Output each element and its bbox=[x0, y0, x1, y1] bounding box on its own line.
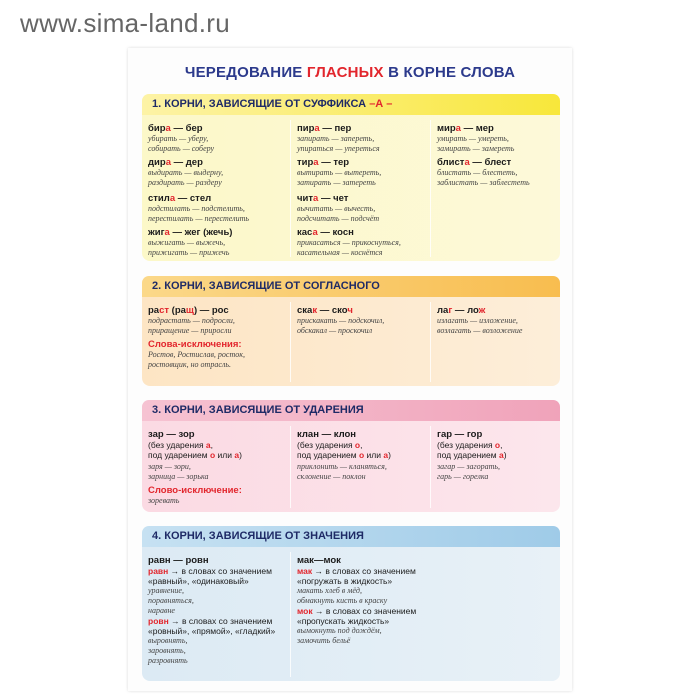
root-pair: зар — зор bbox=[148, 429, 195, 440]
example: замирать — замереть bbox=[437, 144, 515, 153]
column bbox=[142, 426, 290, 508]
title-part1: ЧЕРЕДОВАНИЕ bbox=[184, 64, 307, 81]
example: выжигать — выжечь, bbox=[148, 238, 226, 247]
example: прикасаться — прикоснуться, bbox=[297, 238, 401, 247]
root-pair: клан — клон bbox=[297, 429, 357, 440]
header-text: 4. КОРНИ, ЗАВИСЯЩИЕ ОТ ЗНАЧЕНИЯ bbox=[152, 530, 364, 542]
example: перестилать — перестелить bbox=[148, 214, 250, 223]
example: вычитать — вычесть, bbox=[297, 204, 376, 213]
example: затирать — затереть bbox=[297, 178, 376, 187]
example: раздирать — раздеру bbox=[148, 178, 222, 187]
example: блистать — блестеть, bbox=[437, 168, 518, 177]
example: заря — зори, bbox=[148, 462, 191, 471]
exception-label: Слово-исключение: bbox=[148, 485, 242, 496]
example: вытирать — вытереть, bbox=[297, 168, 382, 177]
root-pair: чита — чет bbox=[297, 193, 349, 204]
example: выдирать — выдерну, bbox=[148, 168, 224, 177]
section-header bbox=[142, 276, 560, 297]
column bbox=[142, 302, 290, 382]
header-text: 2. КОРНИ, ЗАВИСЯЩИЕ ОТ СОГЛАСНОГО bbox=[152, 280, 380, 292]
column bbox=[290, 552, 460, 677]
root-pair: скак — скоч bbox=[297, 305, 353, 316]
column bbox=[430, 302, 560, 382]
example: запирать — запереть, bbox=[297, 134, 375, 143]
example: подстилать — подстелить, bbox=[148, 204, 245, 213]
example: наравне bbox=[148, 606, 175, 615]
example: обскакал — проскочил bbox=[297, 326, 373, 335]
title-part3: В КОРНЕ СЛОВА bbox=[383, 64, 516, 81]
meaning-quote: «ровный», «прямой», «гладкий» bbox=[148, 626, 276, 636]
column bbox=[290, 426, 430, 508]
example: загар — загорать, bbox=[437, 462, 501, 471]
example: приклонить — кланяться, bbox=[297, 462, 387, 471]
note: (без ударения о, bbox=[297, 440, 363, 450]
example: зоревать bbox=[148, 496, 180, 505]
root-pair: гар — гор bbox=[437, 429, 483, 440]
header-text: 3. КОРНИ, ЗАВИСЯЩИЕ ОТ УДАРЕНИЯ bbox=[152, 404, 364, 416]
example: замочить бельё bbox=[297, 636, 351, 645]
watermark: www.sima-land.ru bbox=[20, 8, 230, 38]
column bbox=[430, 120, 560, 257]
example: заровнять, bbox=[148, 646, 186, 655]
poster bbox=[128, 48, 572, 691]
section-consonant bbox=[142, 276, 560, 386]
section-header bbox=[142, 400, 560, 421]
example: подсчитать — подсчёт bbox=[297, 214, 380, 223]
root-pair: мак—мок bbox=[297, 555, 341, 566]
section-header bbox=[142, 526, 560, 547]
example: прижигать — прижечь bbox=[148, 248, 230, 257]
section-stress bbox=[142, 400, 560, 512]
note: под ударением о или а) bbox=[148, 450, 242, 460]
note: (без ударения а, bbox=[148, 440, 214, 450]
section-suffix bbox=[142, 94, 560, 261]
example: упираться — упереться bbox=[297, 144, 380, 153]
root-pair: стила — стел bbox=[148, 193, 212, 204]
column bbox=[290, 120, 430, 257]
rule-line: мак → в словах со значением bbox=[297, 566, 416, 576]
poster-title bbox=[128, 64, 572, 81]
meaning-quote: «пропускать жидкость» bbox=[297, 616, 390, 626]
example: разровнять bbox=[148, 656, 188, 665]
example: ростовщик, но отрасль. bbox=[148, 360, 232, 369]
example: уравнение, bbox=[148, 586, 184, 595]
rule-line: равн → в словах со значением bbox=[148, 566, 272, 576]
root-pair: пира — пер bbox=[297, 123, 352, 134]
column bbox=[290, 302, 430, 382]
example: заблистать — заблестеть bbox=[437, 178, 530, 187]
example: убирать — уберу, bbox=[148, 134, 209, 143]
root-pair: тира — тер bbox=[297, 157, 350, 168]
root-pair: равн — ровн bbox=[148, 555, 209, 566]
example: касательная — коснётся bbox=[297, 248, 383, 257]
note: (без ударения о, bbox=[437, 440, 503, 450]
root-pair: лаг — лож bbox=[437, 305, 486, 316]
root-pair: дира — дер bbox=[148, 157, 203, 168]
example: возлагать — возложение bbox=[437, 326, 523, 335]
column bbox=[142, 120, 290, 257]
example: поравняться, bbox=[148, 596, 194, 605]
example: макать хлеб в мёд, bbox=[297, 586, 362, 595]
example: обмакнуть кисть в краску bbox=[297, 596, 388, 605]
example: склонение — поклон bbox=[297, 472, 366, 481]
header-red-text: –А – bbox=[369, 98, 393, 110]
example: собирать — соберу bbox=[148, 144, 215, 153]
rule-line: ровн → в словах со значением bbox=[148, 616, 273, 626]
exceptions-label: Слова-исключения: bbox=[148, 339, 242, 350]
column bbox=[142, 552, 290, 677]
example: выровнять, bbox=[148, 636, 188, 645]
example: вымокнуть под дождём, bbox=[297, 626, 382, 635]
example: Ростов, Ростислав, росток, bbox=[148, 350, 246, 359]
root-pair: раст (ращ) — рос bbox=[148, 305, 229, 316]
example: умирать — умереть, bbox=[437, 134, 509, 143]
note: под ударением о или а) bbox=[297, 450, 391, 460]
rule-line: мок → в словах со значением bbox=[297, 606, 417, 616]
example: гарь — горелка bbox=[437, 472, 489, 481]
note: под ударением а) bbox=[437, 450, 507, 460]
meaning-quote: «погружать в жидкость» bbox=[297, 576, 393, 586]
root-pair: каса — косн bbox=[297, 227, 354, 238]
example: подрастать — подросли, bbox=[148, 316, 235, 325]
root-pair: блиста — блест bbox=[437, 157, 512, 168]
root-pair: мира — мер bbox=[437, 123, 494, 134]
title-part2: ГЛАСНЫХ bbox=[306, 64, 384, 81]
section-meaning bbox=[142, 526, 560, 681]
root-pair: жига — жег (жечь) bbox=[148, 227, 233, 238]
root-pair: бира — бер bbox=[148, 123, 203, 134]
header-text: 1. КОРНИ, ЗАВИСЯЩИЕ ОТ СУФФИКСА bbox=[152, 98, 370, 110]
example: приращение — приросли bbox=[148, 326, 232, 335]
example: излагать — изложение, bbox=[437, 316, 518, 325]
section-header bbox=[142, 94, 560, 115]
meaning-quote: «равный», «одинаковый» bbox=[148, 576, 249, 586]
example: зарница — зорька bbox=[148, 472, 209, 481]
column bbox=[430, 426, 560, 508]
example: прискакать — подскочил, bbox=[297, 316, 385, 325]
